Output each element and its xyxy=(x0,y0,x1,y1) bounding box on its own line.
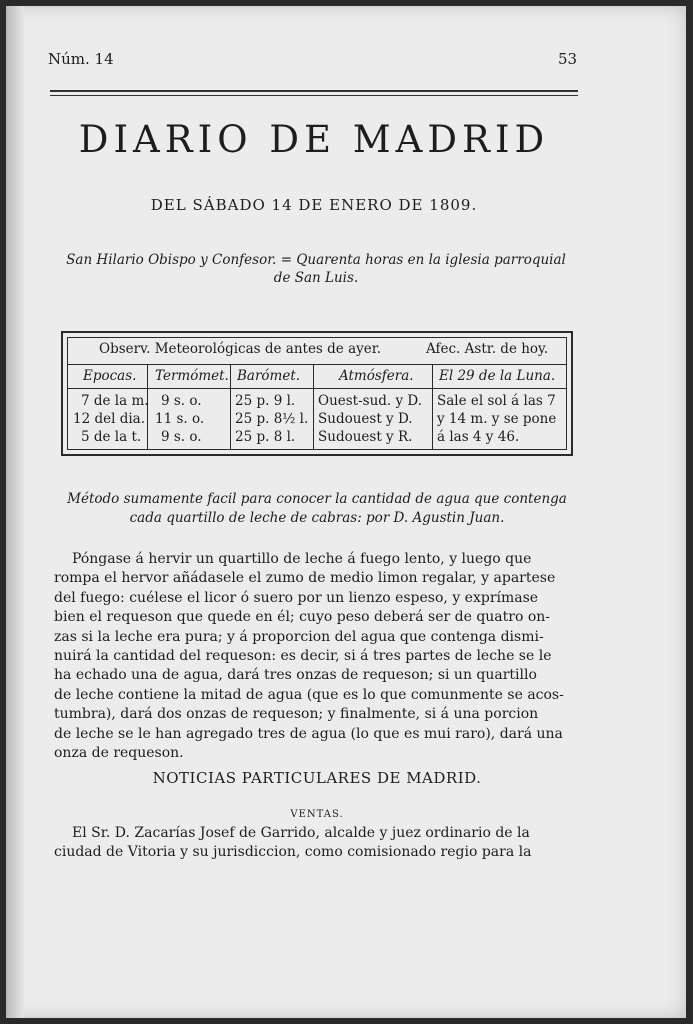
row-epoca: 7 de la m. xyxy=(81,393,149,409)
col-epocas: Epocas. xyxy=(83,368,137,384)
body-line: de leche contiene la mitad de agua (que es lo que comunmente se acos- xyxy=(54,686,564,703)
luna-line: Sale el sol á las 7 xyxy=(437,393,556,409)
section-title: NOTICIAS PARTICULARES DE MADRID. xyxy=(152,769,482,787)
header-rule-bottom xyxy=(50,95,578,96)
article-body xyxy=(54,550,584,763)
column-rule xyxy=(313,365,314,449)
body-line: bien el requeson que quede en él; cuyo peso deberá ser de quatro on- xyxy=(54,609,551,626)
article-title-line: cada quartillo de leche de cabras: por D. Agustin Juan. xyxy=(129,510,505,526)
newspaper-page xyxy=(6,6,686,1018)
body-line: nuirá la cantidad del requeson: es decir, si á tres partes de leche se le xyxy=(54,648,552,665)
saints-line: de San Luis. xyxy=(273,270,359,286)
ventas-body xyxy=(54,824,584,863)
header-rule-top xyxy=(50,90,578,92)
luna-line: á las 4 y 46. xyxy=(437,429,520,445)
row-epoca: 12 del dia. xyxy=(73,411,146,427)
col-luna: El 29 de la Luna. xyxy=(439,368,556,384)
weather-table xyxy=(61,331,573,456)
row-barometro: 25 p. 8 l. xyxy=(235,429,296,445)
article-title xyxy=(54,490,580,528)
column-rule xyxy=(432,365,433,449)
saints-line: San Hilario Obispo y Confesor. = Quarenta horas en la iglesia parroquial xyxy=(66,252,566,268)
weather-divider xyxy=(68,364,566,365)
col-termometro: Termómet. xyxy=(155,368,229,384)
weather-header-right: Afec. Astr. de hoy. xyxy=(426,341,549,357)
row-termometro: 9 s. o. xyxy=(161,393,202,409)
page-gutter xyxy=(6,6,24,1018)
row-atmosfera: Sudouest y R. xyxy=(318,429,413,445)
body-line: ha echado una de agua, dará tres onzas de requeson; si un quartillo xyxy=(54,667,537,684)
row-epoca: 5 de la t. xyxy=(81,429,142,445)
body-line: zas si la leche era pura; y á proporcion del agua que contenga dismi- xyxy=(54,628,544,645)
row-atmosfera: Ouest-sud. y D. xyxy=(318,393,423,409)
ventas-line: ciudad de Vitoria y su jurisdiccion, como comisionado regio para la xyxy=(54,844,532,861)
body-line: rompa el hervor añádasele el zumo de medio limon regalar, y apartese xyxy=(54,570,556,587)
row-barometro: 25 p. 9 l. xyxy=(235,393,296,409)
row-barometro: 25 p. 8½ l. xyxy=(235,411,309,427)
row-termometro: 11 s. o. xyxy=(155,411,205,427)
weather-divider xyxy=(68,388,566,389)
saints-of-day xyxy=(56,251,576,287)
col-atmosfera: Atmósfera. xyxy=(339,368,414,384)
ventas-line: El Sr. D. Zacarías Josef de Garrido, alcalde y juez ordinario de la xyxy=(72,825,530,841)
subsection-title: VENTAS. xyxy=(290,809,344,820)
page-title: DIARIO DE MADRID xyxy=(78,118,550,161)
body-line: onza de requeson. xyxy=(54,745,184,762)
body-line: de leche se le han agregado tres de agua (lo que es mui raro), dará una xyxy=(54,725,563,742)
article-title-line: Método sumamente facil para conocer la cantidad de agua que contenga xyxy=(67,491,567,507)
issue-date: DEL SÁBADO 14 DE ENERO DE 1809. xyxy=(150,196,478,214)
row-termometro: 9 s. o. xyxy=(161,429,202,445)
body-line: del fuego: cuélese el licor ó suero por un lienzo espeso, y exprímase xyxy=(54,589,539,606)
body-line: Póngase á hervir un quartillo de leche á fuego lento, y luego que xyxy=(72,551,532,567)
issue-number: Núm. 14 xyxy=(48,50,114,68)
column-rule xyxy=(230,365,231,449)
weather-header-left: Observ. Meteorológicas de antes de ayer. xyxy=(99,341,382,357)
page-number: 53 xyxy=(558,50,578,68)
luna-line: y 14 m. y se pone xyxy=(437,411,557,427)
body-line: tumbra), dará dos onzas de requeson; y finalmente, si á una porcion xyxy=(54,706,539,723)
col-barometro: Barómet. xyxy=(237,368,301,384)
row-atmosfera: Sudouest y D. xyxy=(318,411,413,427)
